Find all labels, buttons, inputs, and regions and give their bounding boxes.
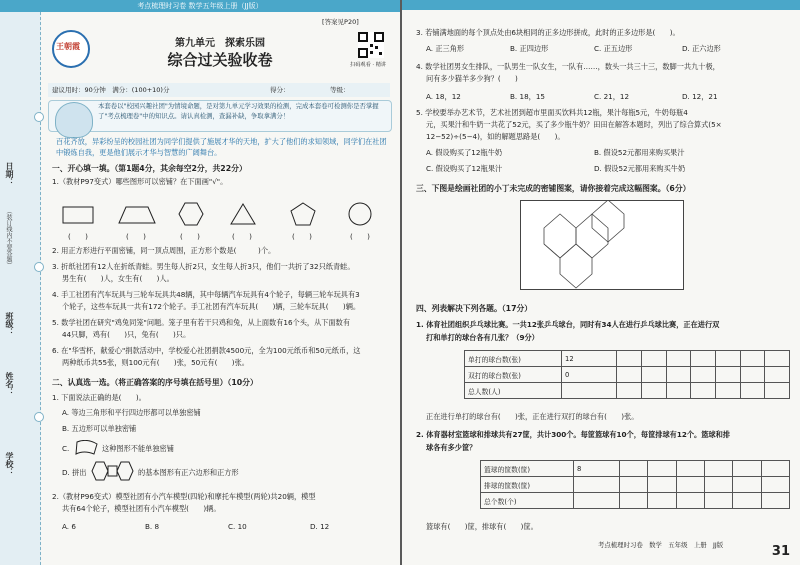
- tiling-pattern: [90, 460, 136, 482]
- table-cell[interactable]: [733, 477, 761, 493]
- section-2-heading: 二、认真选一选。（将正确答案的序号填在括号里）（10分）: [52, 378, 258, 387]
- question-1-2: 2. 用正方形进行平面密铺，同一顶点周围，正方形个数是( )个。: [52, 246, 276, 255]
- table-1: [464, 350, 790, 399]
- question-2-2b: 共有64个轮子，模型社团有小汽车模型( )辆。: [62, 504, 221, 513]
- problem-2b: 球各有多少筐？: [426, 443, 477, 452]
- mascot: [55, 102, 93, 138]
- table-row: [465, 351, 790, 367]
- table-cell[interactable]: [715, 351, 740, 367]
- answer-blank[interactable]: ( ): [232, 232, 252, 241]
- table-cell[interactable]: [765, 383, 790, 399]
- answer-blank[interactable]: ( ): [350, 232, 370, 241]
- question-2-5b: 元，买果汁和牛奶一共花了52元，买了多少瓶牛奶？田田在解答本题时，列出了综合算式(5×: [426, 120, 722, 129]
- table-cell[interactable]: [704, 461, 732, 477]
- table-cell[interactable]: [574, 493, 620, 509]
- row-header: 总个数(个): [481, 493, 574, 509]
- row-header: 总人数(人): [465, 383, 562, 399]
- question-1-6b: 两种纸币共55张，则100元有( )张，50元有( )张。: [62, 358, 249, 367]
- top-band: 考点梳理时习卷 数学五年级上册（JJ版）: [0, 0, 400, 12]
- option-a: A. 18，12: [426, 92, 461, 101]
- table-cell[interactable]: [641, 383, 666, 399]
- table-cell[interactable]: [765, 367, 790, 383]
- option-a: A. 等边三角形和平行四边形都可以单独密铺: [62, 408, 201, 417]
- problem-1b: 打和单打的球台各有几张？（9分）: [426, 333, 539, 342]
- table-cell[interactable]: [641, 351, 666, 367]
- row-header: 单打的球台数(张): [465, 351, 562, 367]
- question-2-3: 3. 若铺满地面的每个顶点处由6块相同的正多边形拼成，此时的正多边形是( )。: [416, 28, 680, 37]
- table-cell[interactable]: [733, 461, 761, 477]
- page-title: 综合过关验收卷: [167, 51, 273, 69]
- top-band: [402, 0, 800, 10]
- section-4-heading: 四、列表解决下列各题。（17分）: [416, 304, 533, 313]
- option-d: D. 12: [310, 522, 330, 531]
- option-b: B. 正四边形: [510, 44, 549, 53]
- table-cell[interactable]: [715, 367, 740, 383]
- option-a: A. 正三角形: [426, 44, 465, 53]
- rectangle-shape: [62, 206, 94, 224]
- option-c: C. 正五边形: [594, 44, 633, 53]
- table-cell[interactable]: [648, 493, 676, 509]
- question-2-5c: 12−52)÷(5−4)，如的解题思路是( )。: [426, 132, 565, 141]
- binding-hole: [34, 262, 44, 272]
- triangle-shape: [230, 203, 256, 225]
- row-header: 排球的筐数(筐): [481, 477, 574, 493]
- trapezoid-shape: [118, 206, 156, 224]
- question-2-1: 1. 下面说法正确的是( )。: [52, 393, 146, 402]
- option-b: B. 8: [145, 522, 160, 531]
- qr-caption: 扫码观看 · 精讲: [350, 62, 387, 68]
- page-footer: 考点梳理时习卷 数学 五年级 上册 JJ版: [598, 541, 724, 549]
- option-d-suffix: 的基本图形有正六边形和正方形: [138, 468, 239, 477]
- binding-hole: [34, 412, 44, 422]
- row-header: 双打的球台数(张): [465, 367, 562, 383]
- table-cell[interactable]: [761, 461, 789, 477]
- table-cell[interactable]: 8: [574, 461, 620, 477]
- answer-blank[interactable]: ( ): [292, 232, 312, 241]
- pentagon-shape: [290, 202, 316, 226]
- answer-blank[interactable]: ( ): [126, 232, 146, 241]
- intro-text: 本套卷以"校园兴趣社团"为情境命题，是对第九单元学习效果的检测，完成本套卷可检测你是否掌握了"考点梳理卷"中的知识点。请认真检测，查漏补缺，争取拿满分！: [98, 102, 379, 120]
- table-cell[interactable]: 12: [562, 351, 617, 367]
- table-cell[interactable]: [619, 477, 647, 493]
- answer-page-ref: [答案见P20]: [322, 18, 359, 26]
- question-1-5b: 44只脚，鸡有( )只，兔有( )只。: [62, 330, 191, 339]
- question-1-3a: 3. 折纸社团有12人在折纸青蛙。男生每人折2只，女生每人折3只，他们一共折了32只纸青蛙。: [52, 262, 355, 271]
- context-text: 百花齐放，异彩纷呈的校园社团为同学们提供了施展才华的天地，扩大了他们的求知领域，同学们在社团中锻炼自我，更是他们展示才华与智慧的广阔舞台。: [56, 137, 387, 157]
- problem-1-answer: 正在进行单打的球台有( )张，正在进行双打的球台有( )张。: [426, 412, 639, 421]
- option-c-prefix: C.: [62, 444, 70, 453]
- question-2-4a: 4. 数学社团男女生排队，一队男生一队女生，一队有……，数头一共三十三，数脚一共九十极，: [416, 62, 720, 71]
- table-cell[interactable]: [704, 493, 732, 509]
- table-cell[interactable]: [574, 477, 620, 493]
- binding-sidebar: [0, 12, 41, 565]
- question-1-3b: 男生有( )人，女生有( )人。: [62, 274, 174, 283]
- option-d: D. 正六边形: [682, 44, 721, 53]
- table-cell[interactable]: [740, 351, 765, 367]
- table-cell[interactable]: [666, 367, 691, 383]
- section-1-heading: 一、开心填一填。（第1题4分，其余每空2分，共22分）: [52, 164, 247, 173]
- section-3-heading: 三、下图是绘画社团的小丁未完成的密铺图案，请你接着完成这幅图案。（6分）: [416, 184, 691, 193]
- date-label: 日期：: [5, 162, 14, 186]
- binding-notice: （装订线内不要答题）: [5, 208, 12, 268]
- table-cell[interactable]: [704, 477, 732, 493]
- score-label: 得分：: [270, 86, 290, 94]
- qr-code-icon: [358, 32, 384, 58]
- table-row: [465, 367, 790, 383]
- option-b: B. 五边形可以单独密铺: [62, 424, 137, 433]
- table-cell[interactable]: [617, 383, 642, 399]
- option-c: C. 21，12: [594, 92, 630, 101]
- row-header: 篮球的筐数(筐): [481, 461, 574, 477]
- time-info: 建议用时：90分钟 满分：(100+10)分: [52, 86, 170, 94]
- page-number: 31: [771, 544, 790, 559]
- table-cell[interactable]: [691, 383, 716, 399]
- table-cell[interactable]: [619, 461, 647, 477]
- table-cell[interactable]: [691, 367, 716, 383]
- question-2-5a: 5. 学校要举办艺术节，艺术社团到超市里面买饮料共12瓶，果汁每瓶5元，牛奶每瓶4: [416, 108, 688, 117]
- right-page: [402, 0, 800, 565]
- table-row: [481, 461, 790, 477]
- option-c: C. 假设购买了12瓶果汁: [426, 164, 503, 173]
- answer-blank[interactable]: ( ): [180, 232, 200, 241]
- table-cell[interactable]: 0: [562, 367, 617, 383]
- unit-title: 第九单元 探索乐园: [175, 38, 265, 49]
- table-cell[interactable]: [733, 493, 761, 509]
- table-cell[interactable]: [715, 383, 740, 399]
- irregular-shape: [74, 440, 100, 456]
- option-d-prefix: D. 拼出: [62, 468, 87, 477]
- table-cell[interactable]: [562, 383, 617, 399]
- question-1-1: 1.（教材P97变式）哪些图形可以密铺？在下面画"√"。: [52, 177, 228, 186]
- question-1-4a: 4. 手工社团有汽车玩具与三轮车玩具共48辆，其中每辆汽车玩具有4个轮子，每辆三轮车玩具有3: [52, 290, 360, 299]
- table-cell[interactable]: [676, 493, 704, 509]
- table-cell[interactable]: [641, 367, 666, 383]
- table-row: [481, 493, 790, 509]
- table-cell[interactable]: [676, 461, 704, 477]
- name-label: 姓名：: [5, 372, 14, 396]
- question-2-4b: 问有多少猫羊多少狗？( ): [426, 74, 518, 83]
- table-cell[interactable]: [617, 351, 642, 367]
- option-b: B. 18，15: [510, 92, 545, 101]
- table-cell[interactable]: [666, 351, 691, 367]
- table-cell[interactable]: [666, 383, 691, 399]
- class-label: 班级：: [5, 312, 14, 336]
- binding-hole: [34, 112, 44, 122]
- table-cell[interactable]: [740, 367, 765, 383]
- question-2-2a: 2.（教材P96变式）模型社团有小汽车模型(四轮)和摩托车模型(两轮)共20辆，模型: [52, 492, 316, 501]
- table-cell[interactable]: [765, 351, 790, 367]
- problem-2-answer: 篮球有( )筐，排球有( )筐。: [426, 522, 538, 531]
- table-cell[interactable]: [691, 351, 716, 367]
- table-cell[interactable]: [761, 477, 789, 493]
- problem-1a: 1. 体育社团组织乒乓球比赛。一共12张乒乓球台，同时有34人在进行乒乓球比赛，正在进行双: [416, 320, 720, 329]
- grade-label: 等级：: [330, 86, 350, 94]
- option-c-suffix: 这种图形不能单独密铺: [102, 444, 174, 453]
- option-a: A. 6: [62, 522, 76, 531]
- option-c: C. 10: [228, 522, 247, 531]
- option-b: B. 假设52元都用来购买果汁: [594, 148, 685, 157]
- answer-blank[interactable]: ( ): [68, 232, 88, 241]
- option-d: D. 假设52元都用来购买牛奶: [594, 164, 686, 173]
- hexagon-shape: [178, 202, 204, 226]
- problem-2a: 2. 体育器材室篮球和排球共有27筐，共计300个。每筐篮球有10个，每筐排球有12个。篮球和排: [416, 430, 730, 439]
- table-cell[interactable]: [648, 477, 676, 493]
- circle-shape: [348, 202, 372, 226]
- table-cell[interactable]: [617, 367, 642, 383]
- table-cell[interactable]: [740, 383, 765, 399]
- table-2: [480, 460, 790, 509]
- table-cell[interactable]: [676, 477, 704, 493]
- school-label: 学校：: [5, 452, 14, 476]
- option-a: A. 假设购买了12瓶牛奶: [426, 148, 503, 157]
- tiling-drawing-area[interactable]: [520, 200, 684, 290]
- table-cell[interactable]: [619, 493, 647, 509]
- table-cell[interactable]: [648, 461, 676, 477]
- option-d: D. 12，21: [682, 92, 718, 101]
- table-cell[interactable]: [761, 493, 789, 509]
- logo-mark: 王朝霞: [56, 42, 80, 51]
- question-1-5a: 5. 数学社团在研究"鸡兔同笼"问题。笼子里有若干只鸡和兔，从上面数有16个头，从下面数有: [52, 318, 351, 327]
- table-row: [481, 477, 790, 493]
- question-1-6a: 6. 在"华雪杯，献爱心"捐款活动中，学校爱心社团捐款4500元，全为100元纸币和50元纸币，这: [52, 346, 361, 355]
- question-1-4b: 个轮子，这些车玩具一共有172个轮子。手工社团有汽车玩具( )辆，三轮车玩具( )辆。: [62, 302, 361, 311]
- table-row: [465, 383, 790, 399]
